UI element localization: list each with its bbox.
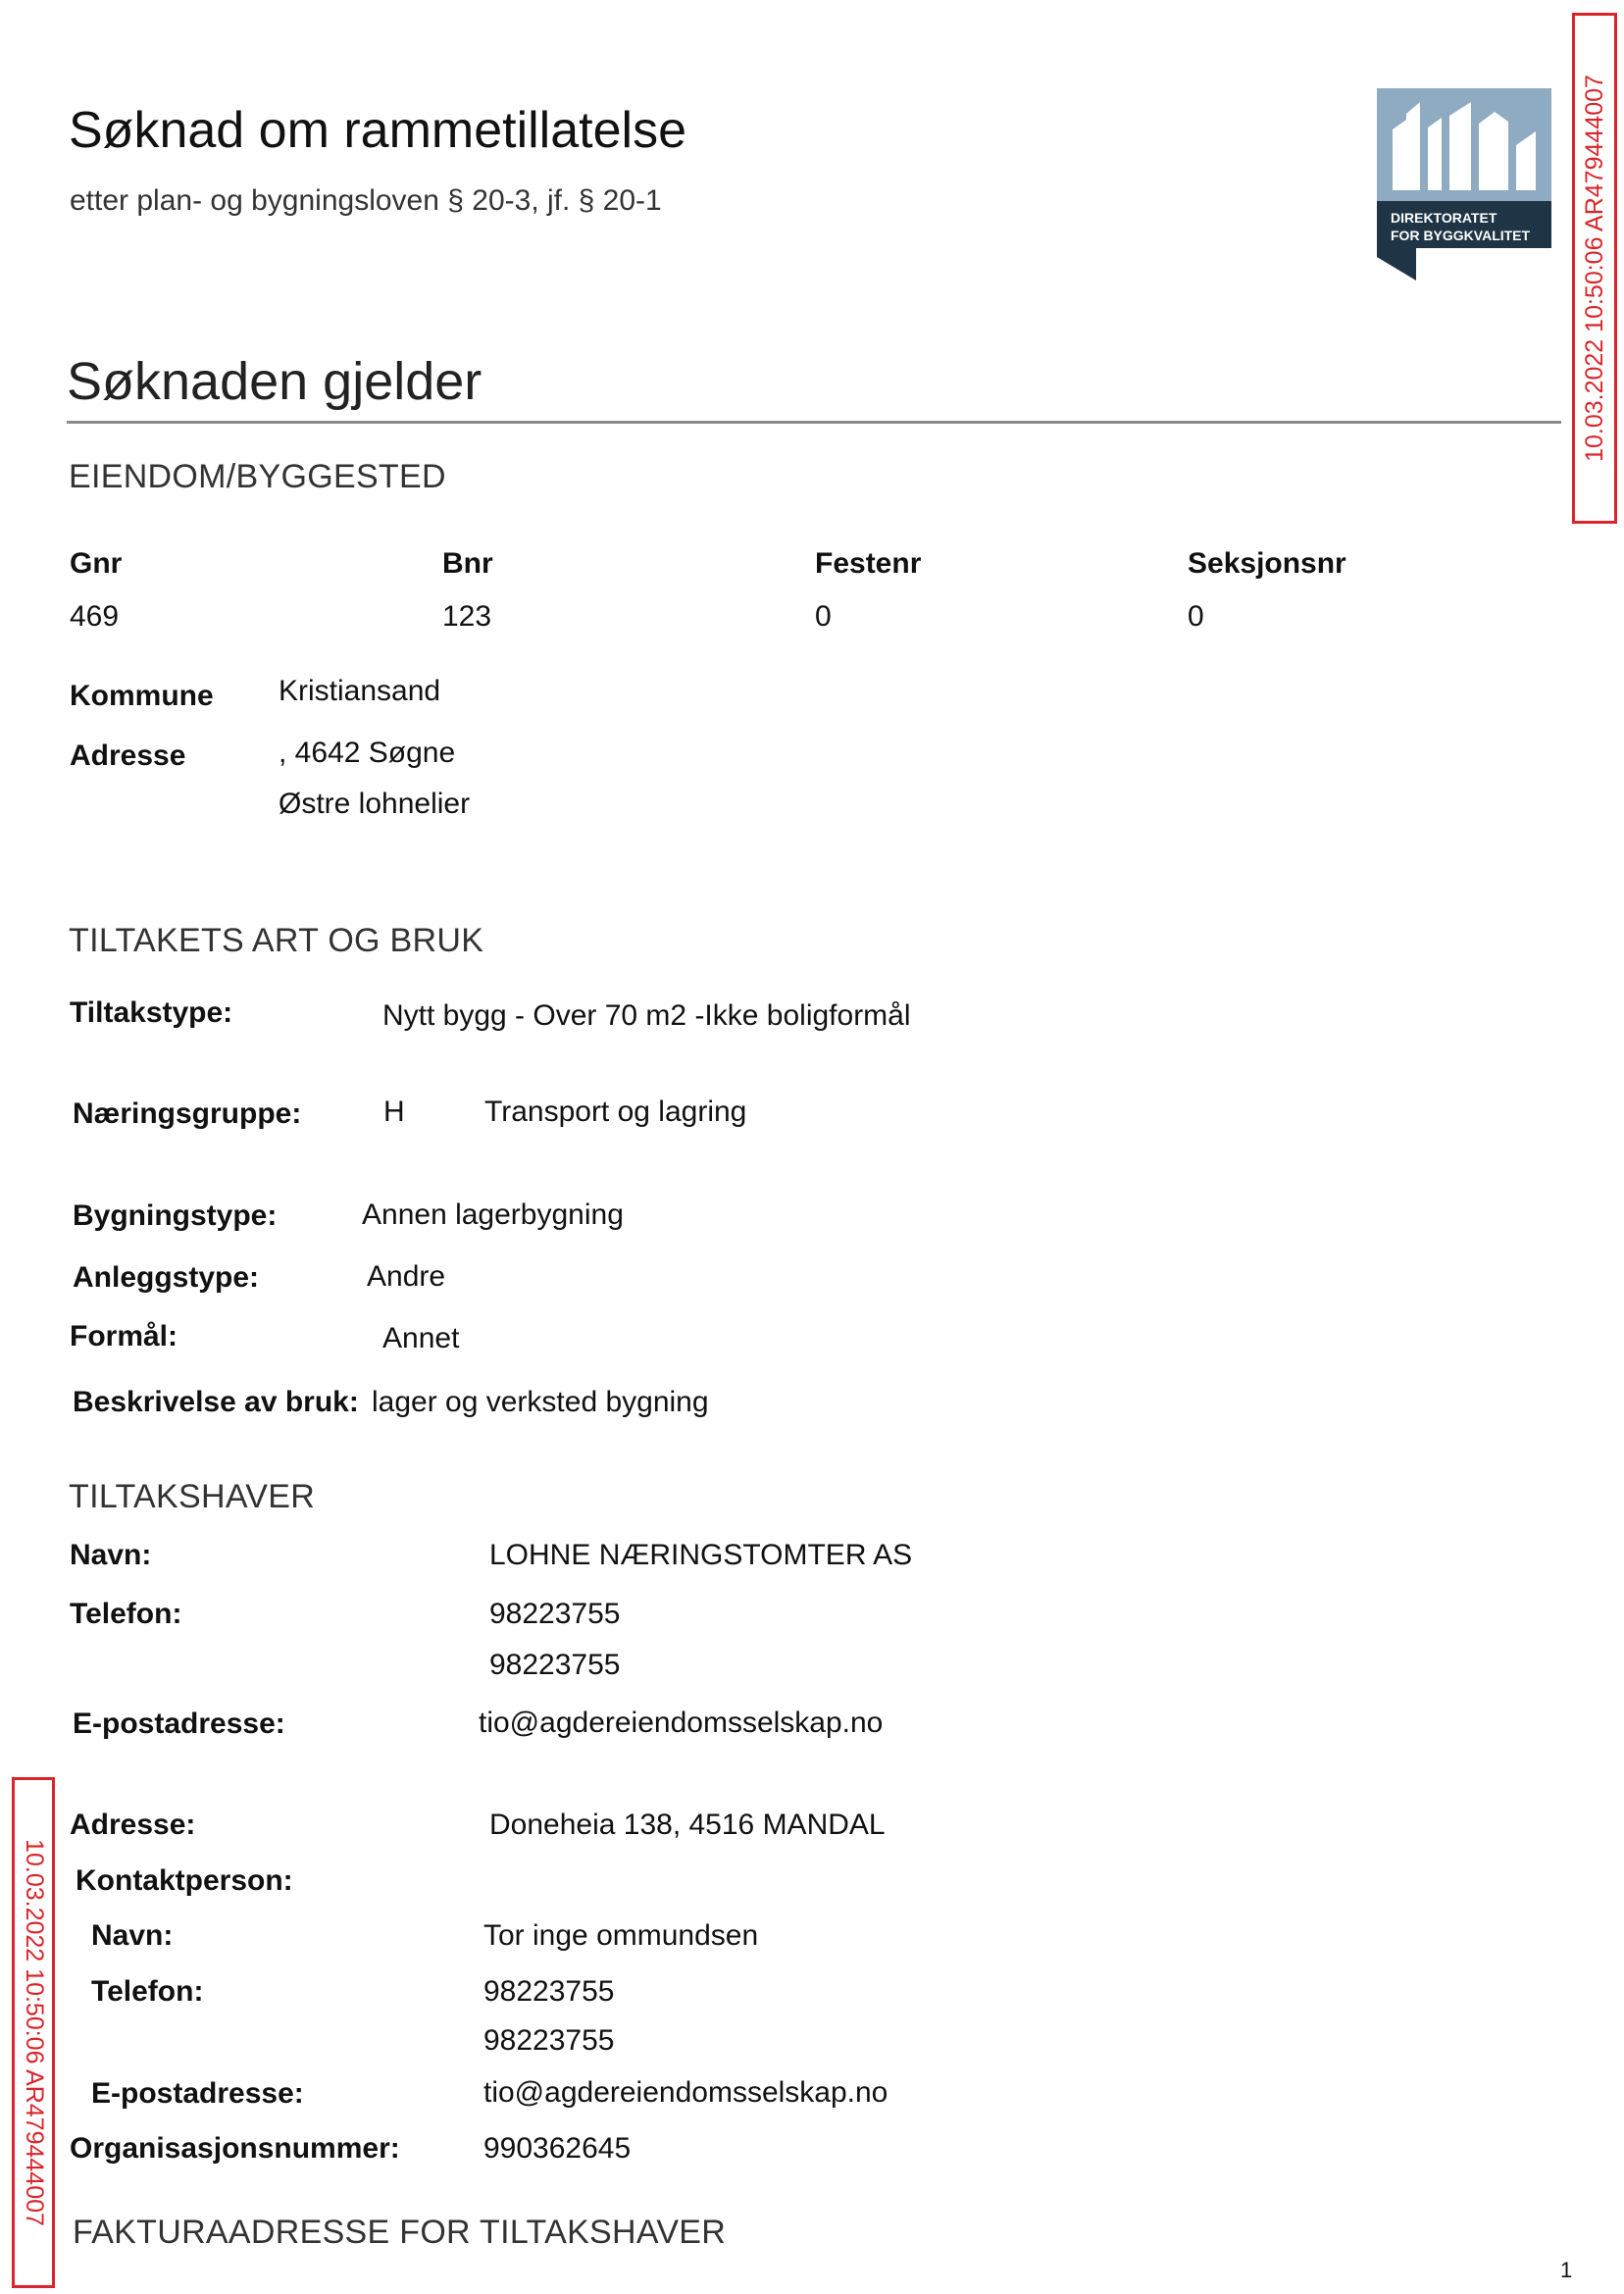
- value-tiltakstype: Nytt bygg - Over 70 m2 -Ikke boligformål: [382, 999, 911, 1032]
- page-subtitle: etter plan- og bygningsloven § 20-3, jf. § 20-1: [70, 184, 662, 217]
- label-adresse-tiltakshaver: Adresse:: [70, 1809, 196, 1841]
- col-seksjonsnr: Seksjonsnr: [1188, 547, 1346, 580]
- label-formal: Formål:: [70, 1320, 178, 1352]
- label-orgnr: Organisasjonsnummer:: [70, 2132, 400, 2165]
- col-festenr: Festenr: [815, 547, 922, 580]
- section-eiendom: EIENDOM/BYGGESTED: [69, 458, 446, 495]
- section-tiltak: TILTAKETS ART OG BRUK: [69, 922, 484, 959]
- dibk-logo-graphic: [1377, 88, 1551, 280]
- logo-line1: DIREKTORATET: [1391, 210, 1497, 226]
- value-epost: tio@agdereiendomsselskap.no: [479, 1707, 884, 1739]
- logo-line2: FOR BYGGKVALITET: [1391, 228, 1531, 243]
- value-naeringsgruppe-code: H: [383, 1096, 405, 1128]
- section-tiltakshaver: TILTAKSHAVER: [69, 1478, 316, 1515]
- value-formal: Annet: [382, 1322, 460, 1354]
- value-gnr: 469: [70, 600, 120, 633]
- label-bygningstype: Bygningstype:: [73, 1199, 278, 1232]
- label-beskrivelse: Beskrivelse av bruk:: [73, 1386, 359, 1418]
- stamp-text: 10.03.2022 10:50:06 AR479444007: [1580, 75, 1608, 462]
- dibk-logo: [1377, 88, 1551, 280]
- label-anleggstype: Anleggstype:: [73, 1261, 260, 1294]
- value-beskrivelse: lager og verksted bygning: [372, 1386, 709, 1418]
- stamp-text: 10.03.2022 10:50:06 AR479444007: [20, 1839, 48, 2226]
- received-stamp-right: [1572, 13, 1617, 524]
- page-title: Søknad om rammetillatelse: [69, 102, 686, 159]
- label-kontakt-navn: Navn:: [91, 1919, 174, 1952]
- value-kontakt-telefon-2: 98223755: [483, 2024, 615, 2057]
- label-tiltakstype: Tiltakstype:: [70, 996, 233, 1029]
- label-kommune: Kommune: [70, 680, 214, 712]
- label-naeringsgruppe: Næringsgruppe:: [73, 1097, 302, 1130]
- label-navn: Navn:: [70, 1539, 152, 1571]
- col-bnr: Bnr: [442, 547, 493, 580]
- value-telefon-2: 98223755: [489, 1649, 621, 1681]
- received-stamp-left: [12, 1777, 55, 2288]
- value-seksjonsnr: 0: [1188, 600, 1204, 633]
- value-bnr: 123: [442, 600, 492, 633]
- label-kontakt-epost: E-postadresse:: [91, 2077, 304, 2110]
- value-navn: LOHNE NÆRINGSTOMTER AS: [489, 1539, 913, 1571]
- col-gnr: Gnr: [70, 547, 123, 580]
- value-adresse-line1: , 4642 Søgne: [279, 737, 456, 769]
- section-heading: Søknaden gjelder: [67, 352, 482, 411]
- section-faktura: FAKTURAADRESSE FOR TILTAKSHAVER: [73, 2214, 727, 2251]
- value-kontakt-telefon-1: 98223755: [483, 1975, 615, 2008]
- value-orgnr: 990362645: [483, 2132, 632, 2165]
- label-epost: E-postadresse:: [73, 1708, 285, 1740]
- page-number: 1: [1560, 2258, 1573, 2282]
- heading-rule: [67, 421, 1561, 424]
- value-adresse-tiltakshaver: Doneheia 138, 4516 MANDAL: [489, 1809, 886, 1841]
- value-adresse-line2: Østre lohnelier: [279, 788, 471, 820]
- value-kommune: Kristiansand: [279, 675, 441, 707]
- value-bygningstype: Annen lagerbygning: [362, 1198, 624, 1231]
- label-telefon: Telefon:: [70, 1598, 182, 1630]
- value-kontakt-epost: tio@agdereiendomsselskap.no: [483, 2076, 888, 2109]
- label-kontakt-telefon: Telefon:: [91, 1975, 204, 2008]
- value-telefon-1: 98223755: [489, 1598, 621, 1630]
- value-kontakt-navn: Tor inge ommundsen: [483, 1919, 759, 1952]
- value-naeringsgruppe: Transport og lagring: [484, 1096, 747, 1128]
- label-adresse: Adresse: [70, 739, 186, 772]
- label-kontaktperson: Kontaktperson:: [76, 1864, 293, 1897]
- value-anleggstype: Andre: [367, 1260, 446, 1293]
- value-festenr: 0: [815, 600, 832, 633]
